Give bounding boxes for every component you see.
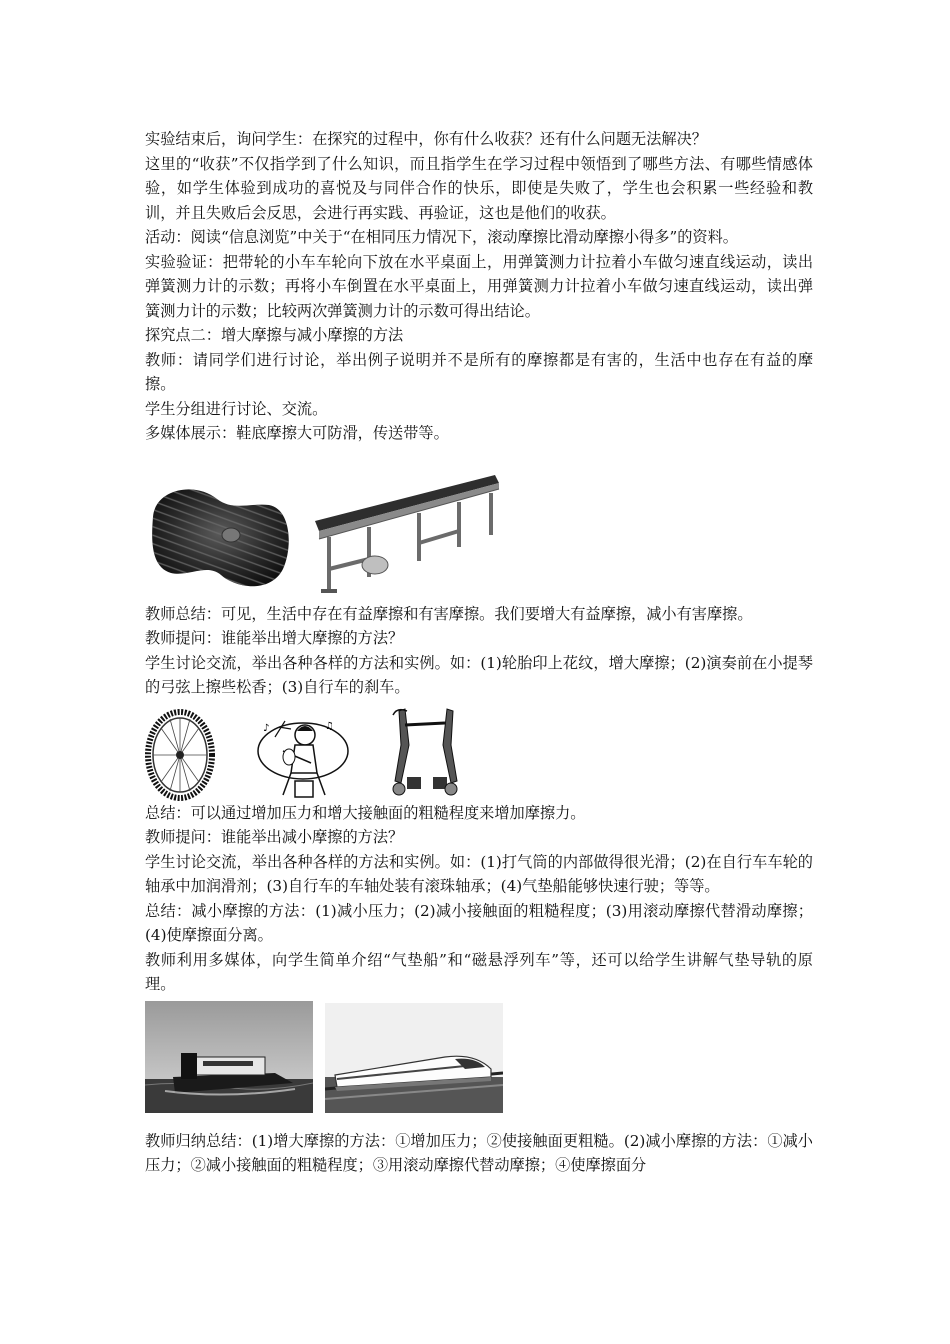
paragraph: 实验结束后，询问学生：在探究的过程中，你有什么收获？还有什么问题无法解决？ (145, 130, 707, 148)
paragraph: 学生分组进行讨论、交流。 (145, 399, 328, 418)
bicycle-tire-image (145, 709, 215, 801)
figure-row-reduce-friction (145, 997, 813, 1113)
shoe-sole-image (145, 477, 293, 595)
paragraph: 教师提问：谁能举出增大摩擦的方法？ (145, 629, 404, 647)
svg-text:♫: ♫ (325, 720, 334, 732)
paragraph: 实验验证：把带轮的小车车轮向下放在水平桌面上，用弹簧测力计拉着小车做匀速直线运动，读出弹簧测力计的示数；再将小车倒置在水平桌面上，用弹簧测力计拉着小车做匀速直线运动，读出弹簧测力计的示数；比较两次弹簧测力计的示数可得出结论。 (145, 252, 813, 320)
svg-text:♪: ♪ (263, 722, 270, 734)
bicycle-brake-image (389, 705, 463, 801)
paragraph: 这里的“收获”不仅指学到了什么知识，而且指学生在学习过程中领悟到了哪些方法、有哪些情感体验，如学生体验到成功的喜悦及与同伴合作的快乐，即使是失败了，学生也会积累一些经验和教训，并且失败后会反思，会进行再实践、再验证，这也是他们的收获。 (145, 154, 813, 222)
maglev-train-image (325, 1003, 503, 1113)
figure-row-sole-conveyor (145, 446, 813, 595)
paragraph: 活动：阅读“信息浏览”中关于“在相同压力情况下，滚动摩擦比滑动摩擦小得多”的资料。 (145, 228, 738, 246)
violin-player-image (255, 711, 351, 801)
section-heading: 探究点二：增大摩擦与减小摩擦的方法 (145, 326, 404, 344)
paragraph: 教师：请同学们进行讨论，举出例子说明并不是所有的摩擦都是有害的，生活中也存在有益的摩擦。 (145, 350, 813, 393)
paragraph: 总结：减小摩擦的方法：(1)减小压力；(2)减小接触面的粗糙程度；(3)用滚动摩擦代替滑动摩擦；(4)使摩擦面分离。 (145, 901, 813, 944)
paragraph: 总结：可以通过增加压力和增大接触面的粗糙程度来增加摩擦力。 (145, 803, 586, 822)
paragraph: 教师利用多媒体，向学生简单介绍“气垫船”和“磁悬浮列车”等，还可以给学生讲解气垫导轨的原理。 (145, 950, 813, 993)
paragraph: 多媒体展示：鞋底摩擦大可防滑，传送带等。 (145, 424, 449, 442)
conveyor-belt-image (309, 469, 501, 595)
paragraph: 教师总结：可见，生活中存在有益摩擦和有害摩擦。我们要增大有益摩擦，减小有害摩擦。 (145, 604, 753, 623)
paragraph: 教师归纳总结：(1)增大摩擦的方法：①增加压力；②使接触面更粗糙。(2)减小摩擦的方法：①减小压力；②减小接触面的粗糙程度；③用滚动摩擦代替动摩擦；④使摩擦面分 (145, 1131, 813, 1174)
paragraph: 教师提问：谁能举出减小摩擦的方法？ (145, 828, 404, 846)
paragraph: 学生讨论交流，举出各种各样的方法和实例。如：(1)轮胎印上花纹，增大摩擦；(2)演奏前在小提琴的弓弦上擦些松香；(3)自行车的刹车。 (145, 653, 813, 696)
document-body (145, 127, 813, 1178)
paragraph: 学生讨论交流，举出各种各样的方法和实例。如：(1)打气筒的内部做得很光滑；(2)在自行车车轮的轴承中加润滑剂；(3)自行车的车轴处装有滚珠轴承；(4)气垫船能够快速行驶；等等。 (145, 852, 813, 895)
figure-row-increase-friction (145, 700, 813, 801)
hovercraft-image (145, 1001, 313, 1113)
